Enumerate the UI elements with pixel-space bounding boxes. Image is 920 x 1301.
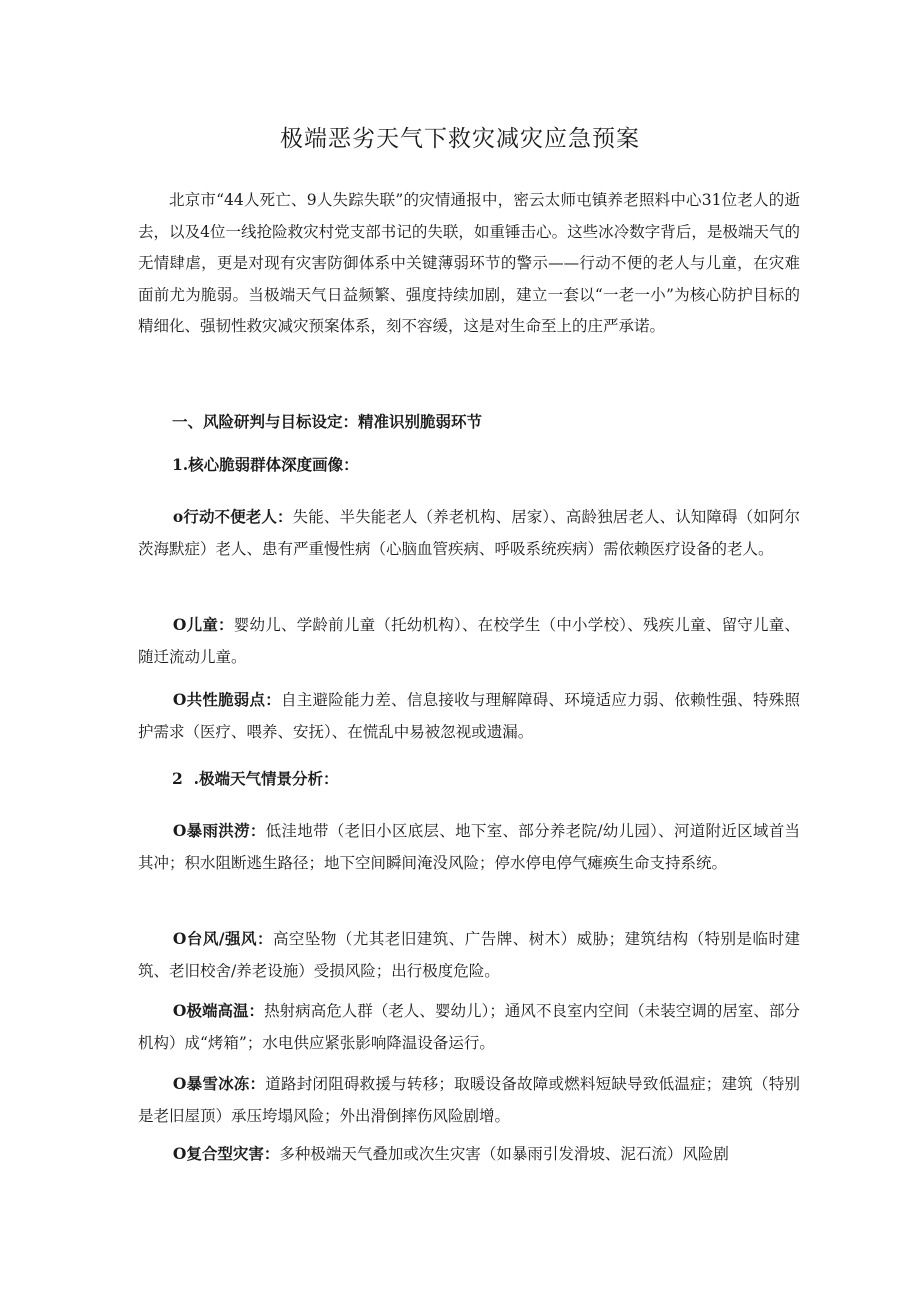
list-item-lead: o行动不便老人：: [172, 507, 293, 526]
list-item: [138, 609, 800, 673]
list-item-text: 热射病高危人群（老人、婴幼儿）；通风不良室内空间（未装空调的居室、部分机构）成“烤箱”；水电供应紧张影响降温设备运行。: [138, 1002, 800, 1052]
subsection-1-heading: 1.核心脆弱群体深度画像：: [172, 455, 359, 474]
list-item-text: 多种极端天气叠加或次生灾害（如暴雨引发滑坡、泥石流）风险剧: [279, 1145, 729, 1163]
list-item: [138, 684, 800, 748]
list-item: [138, 1068, 800, 1132]
list-item-text: 失能、半失能老人（养老机构、居家）、高龄独居老人、认知障碍（如阿尔茨海默症）老人、患有严重慢性病（心脑血管疾病、呼吸系统疾病）需依赖医疗设备的老人。: [138, 508, 800, 558]
list-item-lead: O台风/强风：: [172, 929, 273, 948]
list-item-text: 婴幼儿、学龄前儿童（托幼机构）、在校学生（中小学校）、残疾儿童、留守儿童、随迁流动儿童。: [138, 616, 800, 666]
section-1-heading: 一、风险研判与目标设定：精准识别脆弱环节: [172, 412, 483, 431]
list-item-text: 低洼地带（老旧小区底层、地下室、部分养老院/幼儿园）、河道附近区域首当其冲；积水阻断逃生路径；地下空间瞬间淹没风险；停水停电停气瘫痪生命支持系统。: [138, 822, 800, 872]
subsection-2-heading: 2 .极端天气情景分析：: [172, 769, 339, 788]
list-item: [138, 923, 800, 987]
list-item-lead: O共性脆弱点：: [172, 690, 282, 709]
list-item: [138, 1138, 800, 1171]
list-item-text: 自主避险能力差、信息接收与理解障碍、环境适应力弱、依赖性强、特殊照护需求（医疗、喂养、安抚）、在慌乱中易被忽视或遗漏。: [138, 691, 800, 741]
list-item-text: 道路封闭阻碍救援与转移；取暖设备故障或燃料短缺导致低温症；建筑（特别是老旧屋顶）承压垮塌风险；外出滑倒摔伤风险剧增。: [138, 1075, 800, 1125]
list-item-lead: O暴雨洪涝：: [172, 821, 266, 840]
list-item: [138, 501, 800, 565]
list-item: [138, 995, 800, 1059]
intro-paragraph: 北京市“44人死亡、9人失踪失联”的灾情通报中，密云太师屯镇养老照料中心31位老人的逝去，以及4位一线抢险救灾村党支部书记的失联，如重锤击心。这些冰冷数字背后，是极端天气的无情肆虐，更是对现有灾害防御体系中关键薄弱环节的警示——行动不便的老人与儿童，在灾难面前尤为脆弱。当极端天气日益频繁、强度持续加剧，建立一套以“一老一小”为核心防护目标的精细化、强韧性救灾减灾预案体系，刻不容缓，这是对生命至上的庄严承诺。: [138, 191, 800, 335]
list-item-lead: O儿童：: [172, 615, 234, 634]
list-item-lead: O暴雪冰冻：: [172, 1074, 266, 1093]
list-item-lead: O极端高温：: [172, 1001, 265, 1020]
document-title: 极端恶劣天气下救灾减灾应急预案: [280, 126, 640, 152]
list-item: [138, 815, 800, 879]
list-item-lead: O复合型灾害：: [172, 1144, 280, 1163]
list-item-text: 高空坠物（尤其老旧建筑、广告牌、树木）威胁；建筑结构（特别是临时建筑、老旧校舍/养老设施）受损风险；出行极度危险。: [138, 930, 800, 980]
